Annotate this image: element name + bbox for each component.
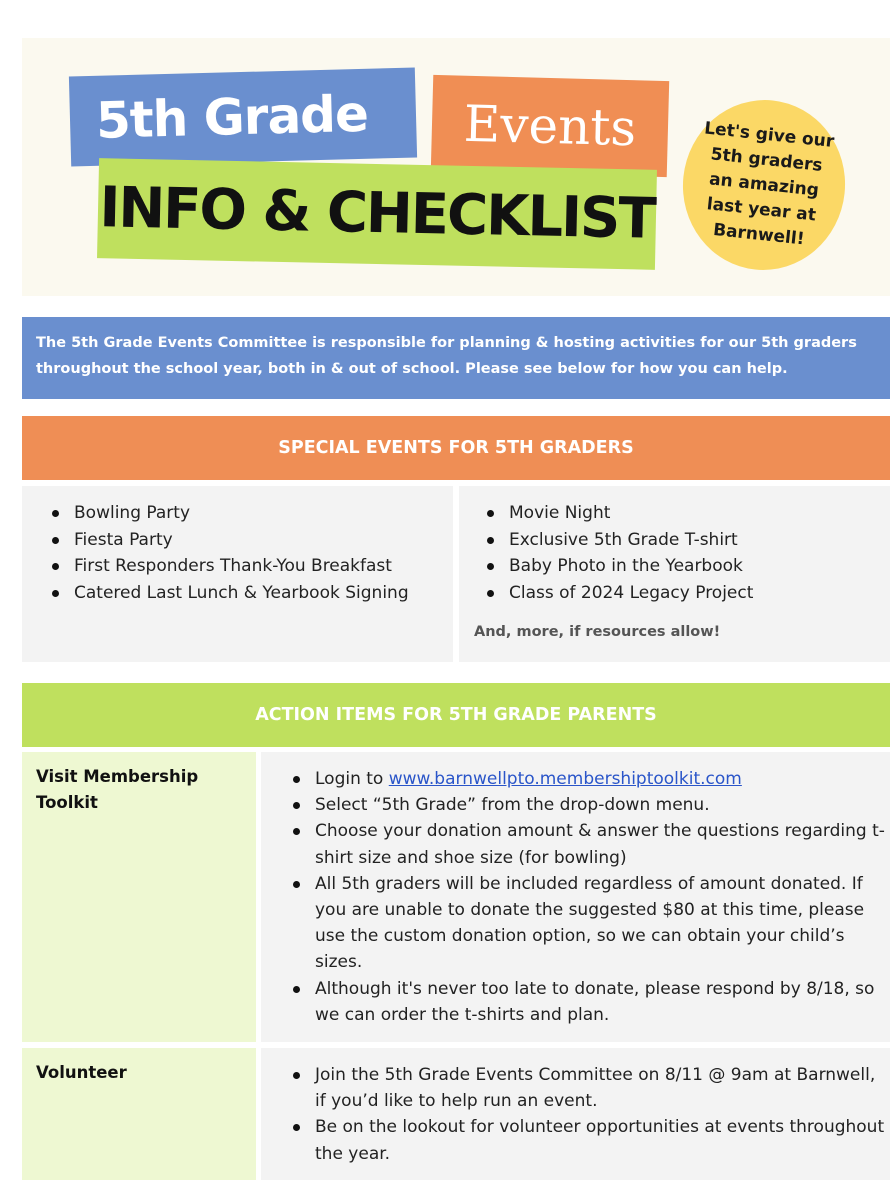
special-events-list-left [46, 500, 409, 606]
intro-text: The 5th Grade Events Committee is responsible for planning & hosting activities for our 5th graders throughout the school year, both in & out of school. Please see below for how you can help. [36, 335, 857, 377]
membership-toolkit-link[interactable]: www.barnwellpto.membershiptoolkit.com [388, 769, 742, 789]
membership-row-label [22, 752, 236, 816]
list-item: Class of 2024 Legacy Project [481, 580, 753, 607]
membership-row-label-cell [22, 752, 256, 1042]
list-item: Select “5th Grade” from the drop-down menu. [287, 792, 887, 818]
list-item: Movie Night [481, 500, 753, 527]
row-label-line: Toolkit [36, 793, 98, 812]
special-events-left-panel [22, 486, 453, 662]
list-item: Fiesta Party [46, 527, 409, 554]
list-item: Catered Last Lunch & Yearbook Signing [46, 580, 409, 607]
volunteer-row-content [261, 1048, 890, 1180]
login-prefix: Login to [315, 769, 389, 789]
list-item: Although it's never too late to donate, please respond by 8/18, so we can order the t-shirts and plan. [287, 976, 887, 1028]
title-info-checklist: INFO & CHECKLIST [97, 158, 657, 270]
list-item: Bowling Party [46, 500, 409, 527]
membership-action-list [287, 766, 887, 1028]
title-5th-grade: 5th Grade [69, 67, 417, 166]
row-label-line: Visit Membership [36, 767, 199, 786]
special-events-list-right [481, 500, 753, 606]
badge-text [688, 116, 840, 255]
list-item: Be on the lookout for volunteer opportunities at events throughout the year. [287, 1114, 887, 1166]
volunteer-row-label: Volunteer [36, 1063, 127, 1082]
intro-banner [22, 317, 890, 399]
list-item: Baby Photo in the Yearbook [481, 553, 753, 580]
title-events: Events [431, 75, 669, 177]
list-item: All 5th graders will be included regardless of amount donated. If you are unable to donate the suggested $80 at this time, please use the custom donation option, so we can obtain your child’s sizes. [287, 871, 887, 976]
badge-line: last year at [705, 193, 817, 226]
badge-line: Barnwell! [712, 219, 806, 249]
list-item: Exclusive 5th Grade T-shirt [481, 527, 753, 554]
list-item: Choose your donation amount & answer the questions regarding t-shirt size and shoe size (for bowling) [287, 818, 887, 870]
volunteer-row-label-cell [22, 1048, 256, 1180]
list-item: Join the 5th Grade Events Committee on 8/11 @ 9am at Barnwell, if you’d like to help run an event. [287, 1062, 887, 1114]
list-item [287, 766, 887, 792]
membership-row-content [261, 752, 890, 1042]
badge-line: 5th graders [709, 143, 824, 176]
badge-line: Let's give our [703, 118, 836, 152]
volunteer-action-list [287, 1062, 887, 1167]
more-events-note: And, more, if resources allow! [474, 624, 721, 640]
special-events-heading: SPECIAL EVENTS FOR 5TH GRADERS [22, 416, 890, 480]
action-items-heading: ACTION ITEMS FOR 5TH GRADE PARENTS [22, 683, 890, 747]
badge-line: an amazing [708, 168, 820, 201]
list-item: First Responders Thank-You Breakfast [46, 553, 409, 580]
